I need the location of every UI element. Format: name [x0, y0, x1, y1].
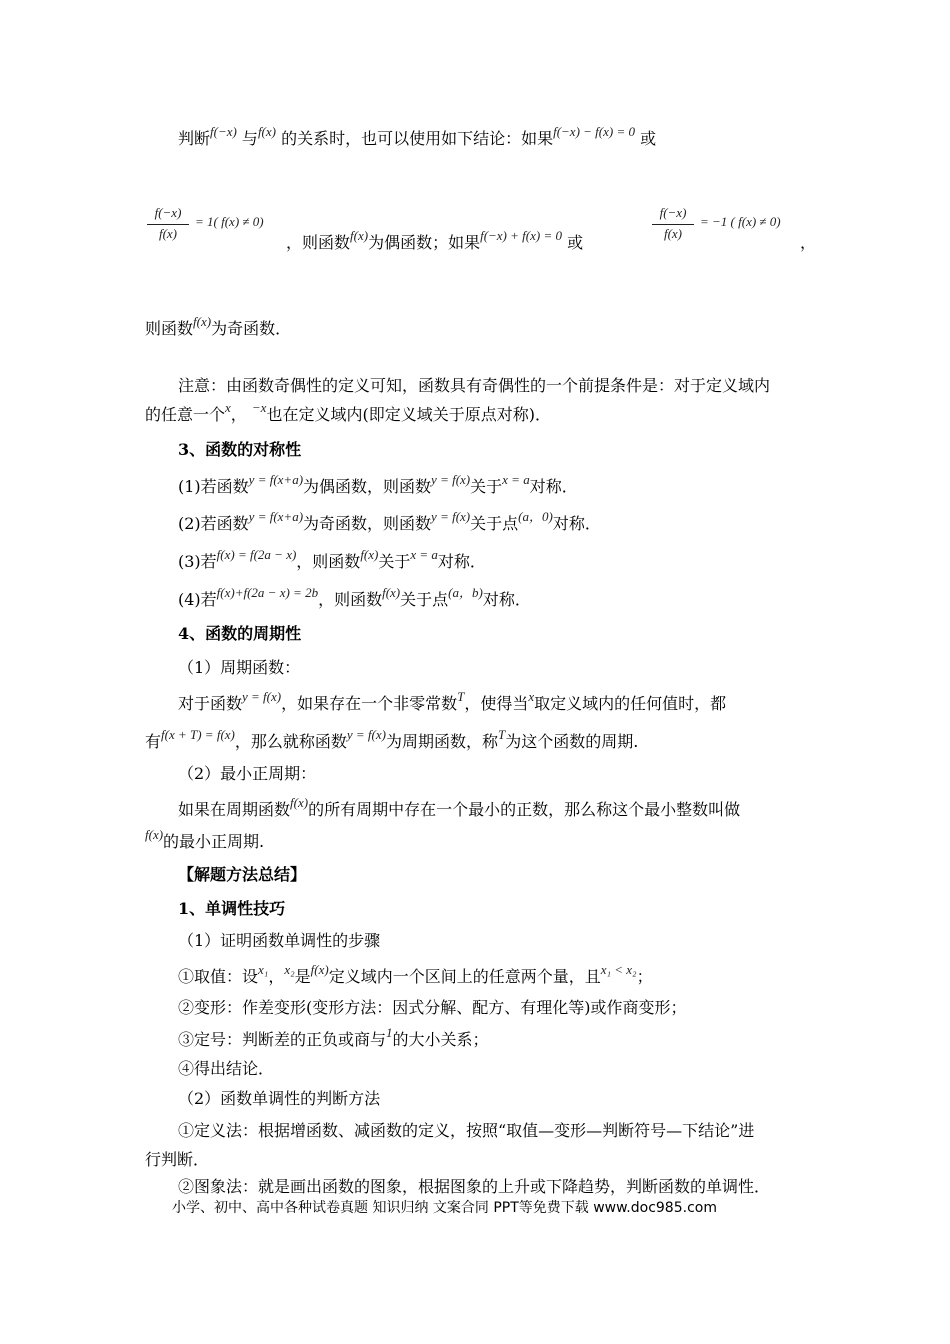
text: ，则函数 [286, 233, 351, 252]
periodic-definition-line-2 [145, 727, 639, 754]
math: y = f(x+a) [248, 509, 304, 524]
math: T [457, 689, 465, 704]
comma [800, 232, 816, 254]
text: 为周期函数，称 [385, 732, 498, 751]
text: ①取值：设 [178, 967, 259, 986]
periodic-subheading: （1）周期函数： [178, 658, 301, 677]
conclusion-line-3 [145, 314, 292, 341]
math: y = f(x+a) [248, 472, 304, 487]
proof-steps-subheading: （1）证明函数单调性的步骤 [178, 931, 381, 950]
text: 的最小正周期. [163, 832, 265, 851]
fraction-numerator: f(−x) [154, 205, 182, 220]
text: ，则函数 [318, 590, 383, 609]
methods-summary-heading: 【解题方法总结】 [178, 865, 307, 884]
monotonicity-heading: 1、单调性技巧 [178, 899, 286, 918]
text: ，使得当 [464, 694, 529, 713]
step-3 [178, 1025, 489, 1052]
text: 关于 [470, 477, 503, 496]
text: 为奇函数，则函数 [303, 514, 432, 533]
definition-method-line-2: 行判断． [145, 1150, 210, 1169]
text: 与 [241, 129, 258, 148]
text: ； [636, 967, 653, 986]
math: f(x)+f(2a − x) = 2b [216, 585, 319, 600]
step-1 [178, 962, 653, 989]
text: 或 [640, 129, 657, 148]
periodic-definition-line-1 [178, 689, 727, 716]
note-line-1: 注意：由函数奇偶性的定义可知，函数具有奇偶性的一个前提条件是：对于定义域内 [178, 376, 771, 395]
text: 关于点 [470, 514, 519, 533]
math: x₁ [258, 962, 269, 977]
min-period-line-2 [145, 827, 265, 854]
math: T [498, 727, 506, 742]
text: ，那么就称函数 [234, 732, 347, 751]
math: f(−x) [210, 124, 237, 139]
symmetry-item-3 [178, 547, 486, 574]
fraction-denominator: f(x) [158, 226, 178, 241]
text: (2)若函数 [178, 514, 249, 533]
math: (a，0) [518, 509, 553, 524]
text: 也在定义域内(即定义域关于原点对称)． [266, 405, 551, 424]
text: 为偶函数；如果 [368, 233, 481, 252]
math: y = f(x) [431, 509, 471, 524]
text: (1)若函数 [178, 477, 249, 496]
text: 或 [567, 233, 584, 252]
text: 则函数 [145, 319, 194, 338]
footer-watermark: 小学、初中、高中各种试卷真题 知识归纳 文案合同 PPT等免费下载 www.doc985.com [172, 1200, 717, 1216]
text: ， [268, 967, 285, 986]
math: f(x) [290, 795, 309, 810]
math: f(−x) + f(x) = 0 [480, 228, 562, 243]
min-period-subheading: （2）最小正周期： [178, 764, 317, 783]
text: 取定义域内的任何值时，都 [534, 694, 727, 713]
judgment-methods-subheading: （2）函数单调性的判断方法 [178, 1089, 381, 1108]
math: y = f(x) [346, 727, 386, 742]
fraction-bar [652, 224, 694, 225]
math: y = f(x) [242, 689, 282, 704]
math: f(x) [350, 228, 369, 243]
math: f(x) [382, 585, 401, 600]
text: 的任意一个 [145, 405, 226, 424]
graph-method: ②图象法：就是画出函数的图象，根据图象的上升或下降趋势，判断函数的单调性． [178, 1177, 771, 1196]
text: ，如果存在一个非零常数 [281, 694, 458, 713]
math: x = a [410, 547, 438, 562]
math: x₁ < x₂ [600, 962, 637, 977]
math: f(x) = f(2a − x) [216, 547, 297, 562]
fraction-bar [147, 224, 189, 225]
text: 关于 [378, 552, 411, 571]
math: −x [251, 400, 267, 415]
definition-method-line-1: ①定义法：根据增函数、减函数的定义，按照“取值—变形—判断符号—下结论”进 [178, 1121, 755, 1140]
text: 的大小关系； [392, 1030, 489, 1049]
text: 为偶函数，则函数 [303, 477, 432, 496]
math: y = f(x) [431, 472, 471, 487]
conclusion-line-1 [178, 124, 657, 151]
text: ， [800, 233, 817, 252]
text: ③定号：判断差的正负或商与 [178, 1030, 387, 1049]
text: 有 [145, 732, 162, 751]
fraction-condition: = 1( f(x) ≠ 0) [195, 214, 264, 229]
math: f(x) [360, 547, 379, 562]
section-heading-symmetry: 3、函数的对称性 [178, 440, 302, 459]
fraction-condition: = −1 ( f(x) ≠ 0) [700, 214, 781, 229]
step-4: ④得出结论． [178, 1059, 275, 1078]
text: 如果在周期函数 [178, 800, 291, 819]
math: x [528, 689, 535, 704]
text: 为奇函数． [211, 319, 292, 338]
min-period-line-1 [178, 795, 741, 822]
text: 关于点 [400, 590, 449, 609]
fraction-numerator: f(−x) [659, 205, 687, 220]
math: f(x) [193, 314, 212, 329]
text: 为这个函数的周期. [505, 732, 639, 751]
conclusion-line-2 [286, 228, 584, 255]
text: (4)若 [178, 590, 217, 609]
text: 对于函数 [178, 694, 243, 713]
note-line-2 [145, 400, 551, 427]
symmetry-item-1 [178, 472, 578, 499]
symmetry-item-4 [178, 585, 531, 612]
text: 的所有周期中存在一个最小的正数，那么称这个最小整数叫做 [308, 800, 741, 819]
math: f(x) [257, 124, 276, 139]
text: 对称． [437, 552, 486, 571]
math: f(x + T) = f(x) [161, 727, 235, 742]
math: x = a [502, 472, 530, 487]
text: 定义域内一个区间上的任意两个量，且 [328, 967, 601, 986]
text: ， [230, 405, 247, 424]
text: 判断 [178, 129, 211, 148]
text: 对称． [552, 514, 601, 533]
text: 对称． [482, 590, 531, 609]
math: x [225, 400, 231, 415]
text: 对称． [529, 477, 578, 496]
fraction-denominator: f(x) [663, 226, 683, 241]
math: f(x) [145, 827, 164, 842]
symmetry-item-2 [178, 509, 601, 536]
text: ，则函数 [296, 552, 361, 571]
math: 1 [386, 1025, 393, 1040]
text: 的关系时，也可以使用如下结论：如果 [281, 129, 554, 148]
text: 是 [294, 967, 311, 986]
math: f(−x) − f(x) = 0 [553, 124, 635, 139]
section-heading-periodicity: 4、函数的周期性 [178, 624, 302, 643]
step-2: ②变形：作差变形(变形方法：因式分解、配方、有理化等)或作商变形； [178, 998, 687, 1017]
math: (a，b) [448, 585, 483, 600]
math: x₂ [284, 962, 295, 977]
text: (3)若 [178, 552, 217, 571]
math: f(x) [310, 962, 329, 977]
